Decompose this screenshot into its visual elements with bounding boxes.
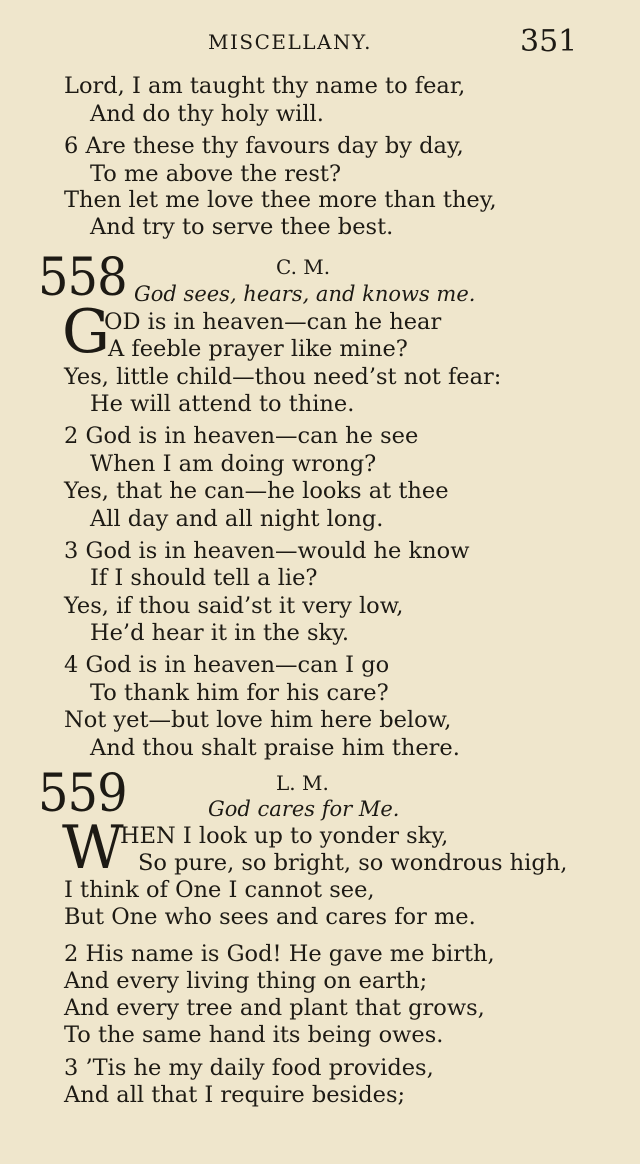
drop-cap: W (62, 813, 124, 883)
verse-line: And every living thing on earth; (64, 968, 428, 994)
hymn-number: 558 (38, 246, 127, 309)
verse-line: 4 God is in heaven—can I go (64, 652, 390, 678)
verse-line: To the same hand its being owes. (64, 1022, 444, 1048)
running-title: MISCELLANY. (208, 30, 372, 54)
verse-line: He’d hear it in the sky. (90, 620, 350, 646)
hymn-meter: L. M. (276, 771, 329, 795)
verse-line: To thank him for his care? (90, 680, 389, 706)
verse-line: Yes, that he can—he looks at thee (64, 478, 449, 504)
verse-line: To me above the rest? (90, 161, 342, 187)
verse-line: I think of One I cannot see, (64, 877, 375, 903)
verse-line: 2 His name is God! He gave me birth, (64, 941, 495, 967)
page-number: 351 (520, 24, 578, 59)
hymn-subtitle: God cares for Me. (208, 797, 400, 821)
verse-line: 2 God is in heaven—can he see (64, 423, 419, 449)
verse-line: HEN I look up to yonder sky, (120, 823, 449, 849)
verse-line: So pure, so bright, so wondrous high, (138, 850, 568, 876)
verse-line: But One who sees and cares for me. (64, 904, 476, 930)
verse-line: A feeble prayer like mine? (108, 336, 408, 362)
drop-cap: G (62, 297, 110, 367)
verse-line: And thou shalt praise him there. (90, 735, 460, 761)
hymn-meter: C. M. (276, 255, 331, 279)
verse-line: And try to serve thee best. (90, 214, 394, 240)
verse-line: Not yet—but love him here below, (64, 707, 452, 733)
verse-line: 3 ’Tis he my daily food provides, (64, 1055, 434, 1081)
verse-line: And do thy holy will. (90, 101, 324, 127)
hymn-subtitle: God sees, hears, and knows me. (134, 282, 476, 306)
verse-line: Lord, I am taught thy name to fear, (64, 73, 466, 99)
verse-line: Yes, if thou said’st it very low, (64, 593, 404, 619)
verse-line: And every tree and plant that grows, (64, 995, 485, 1021)
verse-line: All day and all night long. (90, 506, 384, 532)
verse-line: And all that I require besides; (64, 1082, 406, 1108)
verse-line: When I am doing wrong? (90, 451, 377, 477)
verse-line: OD is in heaven—can he hear (104, 309, 442, 335)
page-header (0, 24, 640, 60)
verse-line: Then let me love thee more than they, (64, 187, 497, 213)
verse-line: Yes, little child—thou need’st not fear: (64, 364, 502, 390)
verse-line: 6 Are these thy favours day by day, (64, 133, 464, 159)
verse-line: He will attend to thine. (90, 391, 355, 417)
hymn-number: 559 (38, 762, 127, 825)
verse-line: If I should tell a lie? (90, 565, 318, 591)
verse-line: 3 God is in heaven—would he know (64, 538, 470, 564)
